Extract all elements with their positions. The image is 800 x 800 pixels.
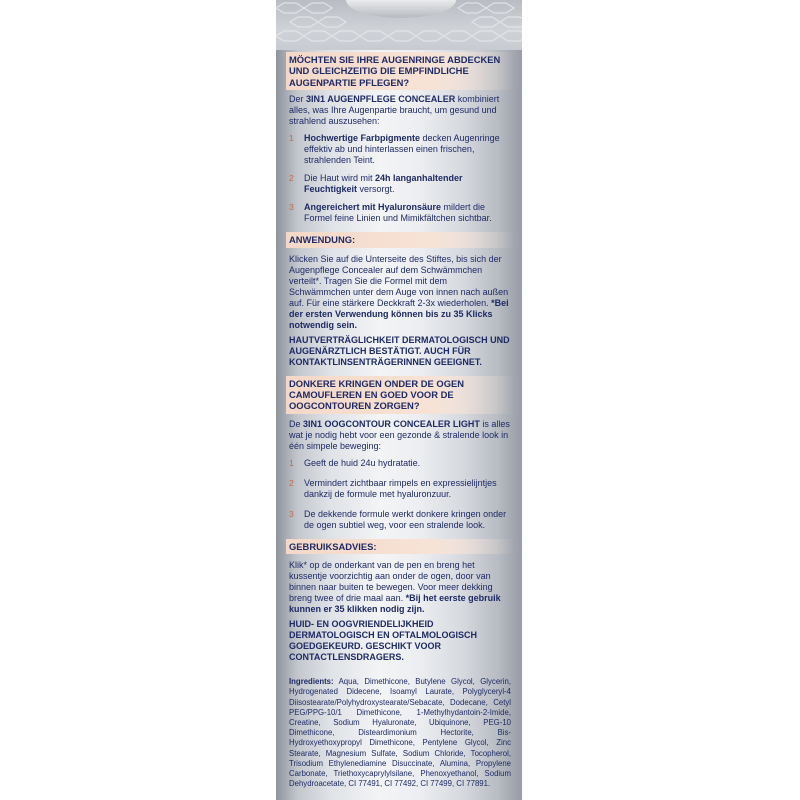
- nl-intro-pre: De: [289, 418, 304, 429]
- nl-usage-heading: GEBRUIKSADVIES:: [286, 539, 514, 554]
- nl-usage-note: *Bij het eerste gebruik kunnen er 35 klikken nodig zijn.: [289, 593, 501, 615]
- list-number: 3: [289, 508, 294, 519]
- item-bold: Hochwertige Farbpigmente: [304, 133, 421, 144]
- de-intro-post: kombiniert alles, was Ihre Augenpartie braucht, um gesund und strahlend auszusehen:: [289, 94, 500, 127]
- list-item: [289, 509, 511, 531]
- nl-intro-product: 3IN1 OOGCONTOUR CONCEALER LIGHT: [303, 418, 480, 429]
- de-intro-product: 3IN1 AUGENPFLEGE CONCEALER: [306, 94, 456, 105]
- nl-intro: [286, 419, 514, 452]
- de-intro-pre: Der: [289, 94, 307, 105]
- nl-intro-post: is alles wat je nodig hebt voor een gezonde & stralende look in één simpele beweging:: [289, 418, 510, 451]
- item-post: versorgt.: [357, 184, 395, 195]
- list-number: 1: [289, 457, 294, 468]
- list-number: 3: [289, 202, 294, 213]
- nl-benefit-list: [286, 458, 514, 531]
- item-post: decken Augenringe effektiv ab und hinterlassen einen frischen, strahlenden Teint.: [304, 133, 500, 166]
- list-item: [289, 173, 511, 195]
- nl-usage-body: Klik* op de onderkant van de pen en breng het kussentje voorzichtig aan onder de ogen, door van binnen naar buiten te bewegen. Voor meer dekking breng twee of drie maal aan.: [289, 560, 493, 604]
- list-item: [289, 202, 511, 224]
- item-pre: Die Haut wird mit: [304, 173, 376, 184]
- de-claim: HAUTVERTRÄGLICHKEIT DERMATOLOGISCH UND AUGENÄRZTLICH BESTÄTIGT. AUCH FÜR KONTAKTLINSENTRÄGERINNEN GEEIGNET.: [289, 334, 510, 367]
- list-number: 2: [289, 477, 294, 488]
- item-text: Vermindert zichtbaar rimpels en expressielijntjes dankzij de formule met hyaluronzuur.: [304, 477, 497, 499]
- de-intro: [286, 94, 514, 127]
- item-text: Geeft de huid 24u hydratatie.: [304, 457, 421, 468]
- ingredients-label: Ingredients:: [289, 677, 334, 687]
- list-item: [289, 458, 511, 469]
- de-usage-body: Klicken Sie auf die Unterseite des Stiftes, bis sich der Augenpflege Concealer auf dem Schwämmchen verteilt*. Tragen Sie die Formel mit dem Schwämmchen unter dem Auge von innen nach außen auf. Für eine stärkere Deckkraft 2-3x wiederholen.: [289, 253, 509, 308]
- list-number: 1: [289, 133, 294, 144]
- list-item: [289, 478, 511, 500]
- de-usage-note: *Bei der ersten Verwendung können bis zu 35 Klicks notwendig sein.: [289, 297, 509, 330]
- nl-claim: HUID- EN OOGVRIENDELIJKHEID DERMATOLOGISCH EN OFTALMOLOGISCH GOEDGEKEURD. GESCHIKT VOOR CONTACTLENSDRAGERS.: [289, 619, 477, 663]
- list-item: [289, 133, 511, 166]
- item-bold: 24h langanhaltender Feuchtigkeit: [304, 173, 463, 195]
- item-text: De dekkende formule werkt donkere kringen onder de ogen subtiel weg, voor een stralende look.: [304, 508, 507, 530]
- de-usage-text: [286, 254, 514, 331]
- product-box-side: [276, 0, 522, 800]
- list-number: 2: [289, 173, 294, 184]
- nl-usage-text: [286, 560, 514, 615]
- item-post: mildert die Formel feine Linien und Mimikfältchen sichtbar.: [304, 202, 492, 224]
- de-benefit-list: [286, 133, 514, 224]
- nl-heading: DONKERE KRINGEN ONDER DE OGEN CAMOUFLEREN EN GOED VOOR DE OOGCONTOUREN ZORGEN?: [286, 376, 514, 414]
- item-bold: Angereichert mit Hyaluronsäure: [304, 202, 442, 213]
- ingredients-list: [286, 677, 514, 789]
- box-top-pattern: [276, 0, 522, 50]
- de-heading: MÖCHTEN SIE IHRE AUGENRINGE ABDECKEN UND GLEICHZEITIG DIE EMPFINDLICHE AUGENPARTIE PFLEGEN?: [286, 52, 514, 90]
- de-usage-heading: ANWENDUNG:: [286, 232, 514, 247]
- label-content: [286, 50, 514, 789]
- ingredients-text: Aqua, Dimethicone, Butylene Glycol, Glycerin, Hydrogenated Didecene, Isoamyl Laurate, Polyglyceryl-4 Diisostearate/Polyhydroxystearate/Sebacate, Dodecane, Cetyl PEG/PPG-10/1 Dimethicone, 1-Methylhydantoin-2-Imide, Creatine, Sodium Hyaluronate, Ubiquinone, PEG-10 Dimethicone, Disteardimonium Hectorite, Bis-Hydroxyethoxypropyl Dimethicone, Pentylene Glycol, Zinc Stearate, Magnesium Sulfate, Sodium Chloride, Tocopherol, Trisodium Ethylenediamine Disuccinate, Alumina, Propylene Carbonate, Triethoxycaprylylsilane, Phenoxyethanol, Sodium Dehydroacetate, CI 77491, CI 77492, CI 77499, CI 77891.: [289, 677, 511, 789]
